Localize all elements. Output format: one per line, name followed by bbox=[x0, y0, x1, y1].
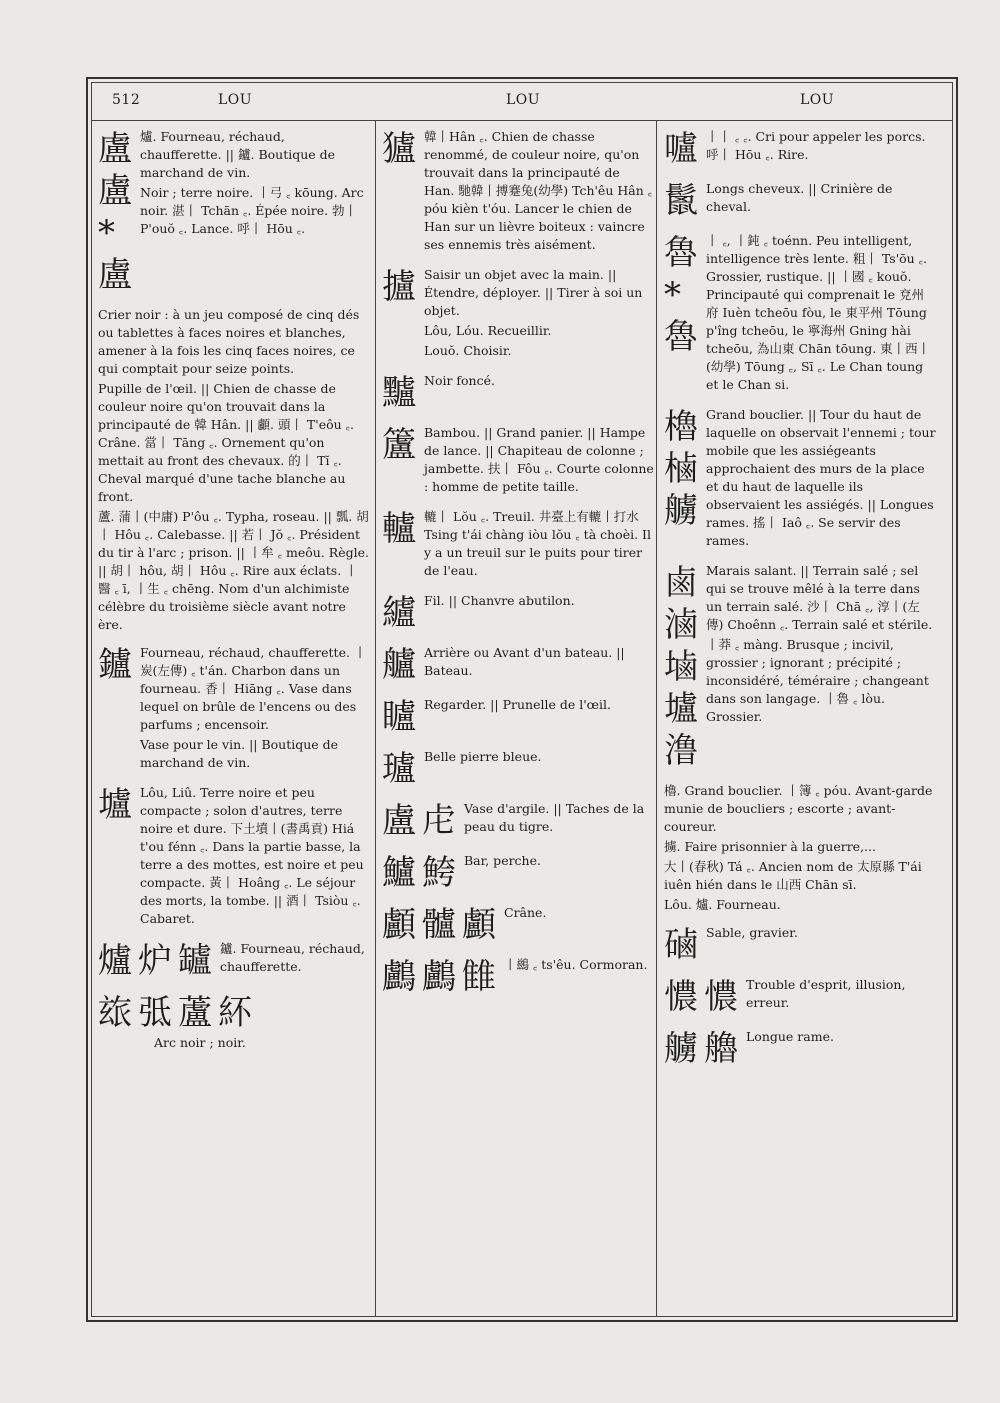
definition-paragraph: Noir ; terre noire. 丨弓 ꜀ kōung. Arc noir. 湛丨 Tchān ꜀. Épée noire. 勃丨 P'ouŏ ꜀. Lance. 呼丨 Hōu ꜀. bbox=[140, 185, 364, 236]
headword: 顱 bbox=[382, 905, 416, 945]
definition-paragraph: Fourneau, réchaud, chaufferette. 丨炭(左傳) ꜀ t'án. Charbon dans un fourneau. 香丨 Hiāng ꜀. Vase dans lequel on brûle de l'encens ou des parfums ; encensoir. bbox=[140, 645, 367, 732]
headword: 罏 bbox=[178, 941, 212, 981]
column-1 bbox=[98, 128, 370, 1313]
definition bbox=[464, 852, 541, 894]
headword: 澛 bbox=[664, 731, 698, 771]
headword: 瓐 bbox=[382, 749, 416, 789]
definition bbox=[140, 128, 370, 296]
headword: 魯 bbox=[664, 233, 698, 273]
entry-c1-4 bbox=[98, 940, 370, 982]
headword: 艫 bbox=[382, 645, 416, 685]
headword: 滷 bbox=[664, 605, 698, 645]
entry-c2-9 bbox=[382, 748, 654, 790]
headword-group bbox=[382, 956, 496, 998]
headword: 嚧 bbox=[664, 129, 698, 169]
headword-group bbox=[382, 800, 456, 842]
headword: 盧 bbox=[382, 801, 416, 841]
entry-c2-8 bbox=[382, 696, 654, 738]
definition bbox=[706, 128, 936, 170]
definition bbox=[424, 128, 654, 256]
definition-paragraph: Vase d'argile. || Taches de la peau du tigre. bbox=[464, 801, 645, 834]
headword-group bbox=[98, 784, 132, 930]
headword: 鱸 bbox=[382, 853, 416, 893]
entry-c2-6 bbox=[382, 592, 654, 634]
definition-paragraph: 爐. Fourneau, réchaud, chaufferette. || 鑪. Boutique de marchand de vin. bbox=[140, 129, 336, 180]
definition-paragraph: Lôu, Liû. Terre noire et peu compacte ; solon d'autres, terre noire et dure. 下土墳丨(書禹貢) Hiá t'ou fénn ꜀. Dans la partie basse, la terre a des mottes, est noire et peu compacte. 黃丨 Hoâng ꜀. Le séjour des morts, la tombe. || 酒丨 Tsiòu ꜀. Cabaret. bbox=[140, 785, 364, 926]
definition-paragraph: Sable, gravier. bbox=[706, 925, 798, 940]
definition bbox=[464, 800, 654, 842]
entry-c1-5 bbox=[98, 992, 370, 1054]
definition bbox=[706, 180, 936, 222]
headword: 鬛 bbox=[664, 181, 698, 221]
headword-group bbox=[382, 508, 416, 582]
definition-paragraph: Pupille de l'œil. || Chien de chasse de couleur noire qu'on trouvait dans la principauté de 韓 Hân. || 顱. 頭丨 T'eôu ꜀. Crâne. 當丨 Tāng ꜀. Ornement qu'on mettait au front des chevaux. 的丨 Tĭ ꜀. Cheval marqué d'une tache blanche au front. bbox=[98, 381, 354, 504]
definition bbox=[424, 372, 495, 414]
definition-paragraph: 轆丨 Lŏu ꜀. Treuil. 井臺上有轆丨打水 Tsing t'ái chàng iòu lŏu ꜀ tà choèi. Il y a un treuil sur le puits pour tirer de l'eau. bbox=[424, 509, 651, 578]
definition-continued bbox=[664, 782, 936, 914]
definition-paragraph: Arc noir ; noir. bbox=[154, 1035, 246, 1050]
entry-c3-6 bbox=[664, 924, 936, 966]
entry-c1-3 bbox=[98, 784, 370, 930]
entry-c3-4 bbox=[664, 406, 936, 552]
entry-c2-3 bbox=[382, 372, 654, 414]
headword: 獹 bbox=[382, 129, 416, 169]
headword: 櫓 bbox=[664, 407, 698, 447]
entry-c3-5 bbox=[664, 562, 936, 772]
headword: 樐 bbox=[664, 449, 698, 489]
headword: 轤 bbox=[382, 509, 416, 549]
headword-group bbox=[382, 128, 416, 256]
headword: 纑 bbox=[382, 593, 416, 633]
headword: 鸕 bbox=[382, 957, 416, 997]
headword-group bbox=[382, 748, 416, 790]
definition-paragraph: Trouble d'esprit, illusion, erreur. bbox=[746, 977, 906, 1010]
definition-paragraph: 丨鷀 ꜀ ts'êu. Cormoran. bbox=[504, 957, 648, 972]
definition bbox=[98, 1034, 370, 1054]
entry-c1-1 bbox=[98, 128, 370, 296]
headword: 憹 bbox=[704, 977, 738, 1017]
headword: 盧 bbox=[98, 129, 132, 169]
definition bbox=[706, 232, 936, 396]
headword: 憹 bbox=[664, 977, 698, 1017]
headword-group bbox=[382, 696, 416, 738]
definition bbox=[504, 956, 647, 998]
column-rule-1 bbox=[375, 120, 376, 1316]
definition bbox=[140, 644, 370, 774]
headword-group bbox=[382, 904, 496, 946]
column-3 bbox=[664, 128, 936, 1313]
headword-group bbox=[382, 266, 416, 362]
definition-paragraph: 丨 ꜀, 丨鈍 ꜀ toénn. Peu intelligent, intelligence très lente. 粗丨 Ts'ōu ꜀. Grossier, rustique. || 丨國 ꜀ kouŏ. Principauté qui comprenait le 兗州府 Iuèn tcheōu fòu, le 東平州 Tōung p'îng tcheōu, le 寧海州 Gning hài tcheōu, 為山東 Chān tōung. 東丨西丨(幼學) Tōung ꜀, Sī ꜀. Le Chan toung et le Chan si. bbox=[706, 233, 931, 392]
headword-group bbox=[664, 924, 698, 966]
definition bbox=[220, 940, 370, 982]
headword: *魯 bbox=[664, 275, 698, 357]
entry-c2-7 bbox=[382, 644, 654, 686]
entry-c2-5 bbox=[382, 508, 654, 582]
definition-paragraph: Regarder. || Prunelle de l'œil. bbox=[424, 697, 611, 712]
definition-paragraph: 韓丨Hân ꜀. Chien de chasse renommé, de couleur noire, qu'on trouvait dans la principauté de Han. 馳韓丨搏蹇兔(幼學) Tch'êu Hân ꜀ póu kièn t'óu. Lancer le chien de Han sur un lièvre boiteux : vaincre ses ennemis très aisément. bbox=[424, 129, 653, 252]
entry-c2-13 bbox=[382, 956, 654, 998]
headword: 壚 bbox=[98, 785, 132, 825]
definition-paragraph: Fil. || Chanvre abutilon. bbox=[424, 593, 575, 608]
definition bbox=[746, 976, 936, 1018]
headword: 顱 bbox=[462, 905, 496, 945]
entry-c3-8 bbox=[664, 1028, 936, 1070]
definition-paragraph: Bambou. || Grand panier. || Hampe de lance. || Chapiteau de colonne ; jambette. 扶丨 Fôu ꜀. Courte colonne : homme de petite taille. bbox=[424, 425, 654, 494]
headword-group bbox=[98, 644, 132, 774]
definition-paragraph: 丨丨 ꜀ ꜀. Cri pour appeler les porcs. 呼丨 Hōu ꜀. Rire. bbox=[706, 129, 926, 162]
definition-paragraph: 蘆. 蒲丨(中庸) P'ôu ꜀. Typha, roseau. || 瓢. 胡丨 Hôu ꜀. Calebasse. || 若丨 Jŏ ꜀. Président du tir à l'arc ; prison. || 丨牟 ꜀ meôu. Règle. || 胡丨 hôu, 胡丨 Hôu ꜀. Rire aux éclats. 丨醫 ꜀ ī, 丨生 ꜀ chēng. Nom d'un alchimiste célèbre du troisième siècle avant notre ère. bbox=[98, 509, 369, 632]
definition-paragraph: Marais salant. || Terrain salé ; sel qui se trouve mêlé à la terre dans un terrain salé. 沙丨 Chā ꜀, 淳丨(左傳) Choênn ꜀. Terrain salé et stérile. bbox=[706, 563, 933, 632]
definition-paragraph: Bar, perche. bbox=[464, 853, 541, 868]
headword-group bbox=[664, 180, 698, 222]
headword-group bbox=[664, 1028, 738, 1070]
headword-group bbox=[664, 232, 698, 396]
headword: 矑 bbox=[382, 697, 416, 737]
headword: 炉 bbox=[138, 941, 172, 981]
headword: 紑 bbox=[218, 993, 252, 1033]
definition-paragraph: Longs cheveux. || Crinière de cheval. bbox=[706, 181, 893, 214]
entry-c3-7 bbox=[664, 976, 936, 1018]
entry-c2-4 bbox=[382, 424, 654, 498]
headword: 黸 bbox=[382, 373, 416, 413]
definition bbox=[424, 424, 654, 498]
headword-group bbox=[98, 940, 212, 982]
definition-paragraph: Lôu. 爐. Fourneau. bbox=[664, 897, 781, 912]
entry-c2-10 bbox=[382, 800, 654, 842]
headword: 籚 bbox=[382, 425, 416, 465]
definition-paragraph: 鑪. Fourneau, réchaud, chaufferette. bbox=[220, 941, 365, 974]
definition-paragraph: Louŏ. Choisir. bbox=[424, 343, 512, 358]
definition-paragraph: Belle pierre bleue. bbox=[424, 749, 542, 764]
headword-group bbox=[382, 644, 416, 686]
definition-paragraph: Noir foncé. bbox=[424, 373, 495, 388]
headword: 雔 bbox=[462, 957, 496, 997]
definition bbox=[706, 924, 798, 966]
definition bbox=[424, 748, 542, 790]
definition-continued bbox=[98, 306, 370, 634]
entry-c2-1 bbox=[382, 128, 654, 256]
definition-paragraph: 丨莽 ꜀ màng. Brusque ; incivil, grossier ; ignorant ; précipité ; inconsidéré, téméraire ; changeant dans son langage. 丨魯 ꜀ lòu. Grossier. bbox=[706, 637, 929, 724]
headword: 鮬 bbox=[422, 853, 456, 893]
header-left: LOU bbox=[218, 92, 253, 108]
column-rule-2 bbox=[656, 120, 657, 1316]
entry-c3-2 bbox=[664, 180, 936, 222]
definition-paragraph: Crâne. bbox=[504, 905, 547, 920]
headword-group bbox=[98, 992, 370, 1034]
definition-paragraph: 擄. Faire prisonnier à la guerre,... bbox=[664, 839, 876, 854]
headword-group bbox=[664, 976, 738, 1018]
headword: 虍 bbox=[422, 801, 456, 841]
entry-c2-2 bbox=[382, 266, 654, 362]
header-center: LOU bbox=[506, 92, 541, 108]
definition bbox=[504, 904, 546, 946]
headword: 盧 bbox=[98, 171, 132, 211]
definition-paragraph: Grand bouclier. || Tour du haut de laquelle on observait l'ennemi ; tour mobile que les assiégeants approchaient des murs de la place et du haut de laquelle ils observaient les assiégés. || Longues rames. 搖丨 Iaô ꜀. Se servir des rames. bbox=[706, 407, 936, 548]
entry-c1-2 bbox=[98, 644, 370, 774]
headword: 鸕 bbox=[422, 957, 456, 997]
entry-c2-11 bbox=[382, 852, 654, 894]
definition-paragraph: Arrière ou Avant d'un bateau. || Bateau. bbox=[424, 645, 625, 678]
headword: *盧 bbox=[98, 213, 132, 295]
definition-paragraph: Longue rame. bbox=[746, 1029, 834, 1044]
definition bbox=[424, 696, 611, 738]
headword: 髗 bbox=[422, 905, 456, 945]
column-2 bbox=[382, 128, 654, 1313]
definition bbox=[424, 266, 654, 362]
headword-group bbox=[98, 128, 132, 296]
definition-paragraph: 櫓. Grand bouclier. 丨簿 ꜀ póu. Avant-garde munie de boucliers ; escorte ; avant-coureur. bbox=[664, 783, 933, 834]
definition bbox=[140, 784, 370, 930]
headword: 弤 bbox=[138, 993, 172, 1033]
definition bbox=[424, 592, 575, 634]
header-right: LOU bbox=[800, 92, 835, 108]
header-rule bbox=[91, 120, 953, 121]
headword: 塷 bbox=[664, 647, 698, 687]
definition-paragraph: Saisir un objet avec la main. || Étendre, déployer. || Tirer à soi un objet. bbox=[424, 267, 643, 318]
definition bbox=[706, 562, 936, 772]
definition bbox=[746, 1028, 834, 1070]
page-number: 512 bbox=[112, 92, 141, 108]
definition bbox=[706, 406, 936, 552]
headword-group bbox=[664, 406, 698, 552]
headword: 磠 bbox=[664, 925, 698, 965]
headword: 玈 bbox=[98, 993, 132, 1033]
headword: 攎 bbox=[382, 267, 416, 307]
headword: 鹵 bbox=[664, 563, 698, 603]
definition bbox=[424, 644, 654, 686]
entry-c3-1 bbox=[664, 128, 936, 170]
entry-c3-3 bbox=[664, 232, 936, 396]
headword: 鑪 bbox=[98, 645, 132, 685]
entry-c2-12 bbox=[382, 904, 654, 946]
headword: 艣 bbox=[664, 491, 698, 531]
headword-group bbox=[382, 592, 416, 634]
headword: 艪 bbox=[704, 1029, 738, 1069]
definition bbox=[424, 508, 654, 582]
headword: 蘆 bbox=[178, 993, 212, 1033]
headword-group bbox=[664, 562, 698, 772]
definition-paragraph: Lôu, Lóu. Recueillir. bbox=[424, 323, 552, 338]
headword-group bbox=[382, 852, 456, 894]
headword: 爐 bbox=[98, 941, 132, 981]
headword-group bbox=[664, 128, 698, 170]
definition-paragraph: Crier noir : à un jeu composé de cinq dés ou tablettes à faces noires et blanches, amener à la fois les cinq faces noires, ce qui comptait pour seize points. bbox=[98, 307, 360, 376]
headword-group bbox=[382, 424, 416, 498]
headword: 壚 bbox=[664, 689, 698, 729]
headword: 艣 bbox=[664, 1029, 698, 1069]
definition-paragraph: 大丨(春秋) Tá ꜀. Ancien nom de 太原縣 T'ái iuên hién dans le 山西 Chān sī. bbox=[664, 859, 922, 892]
headword-group bbox=[382, 372, 416, 414]
definition-paragraph: Vase pour le vin. || Boutique de marchand de vin. bbox=[140, 737, 339, 770]
